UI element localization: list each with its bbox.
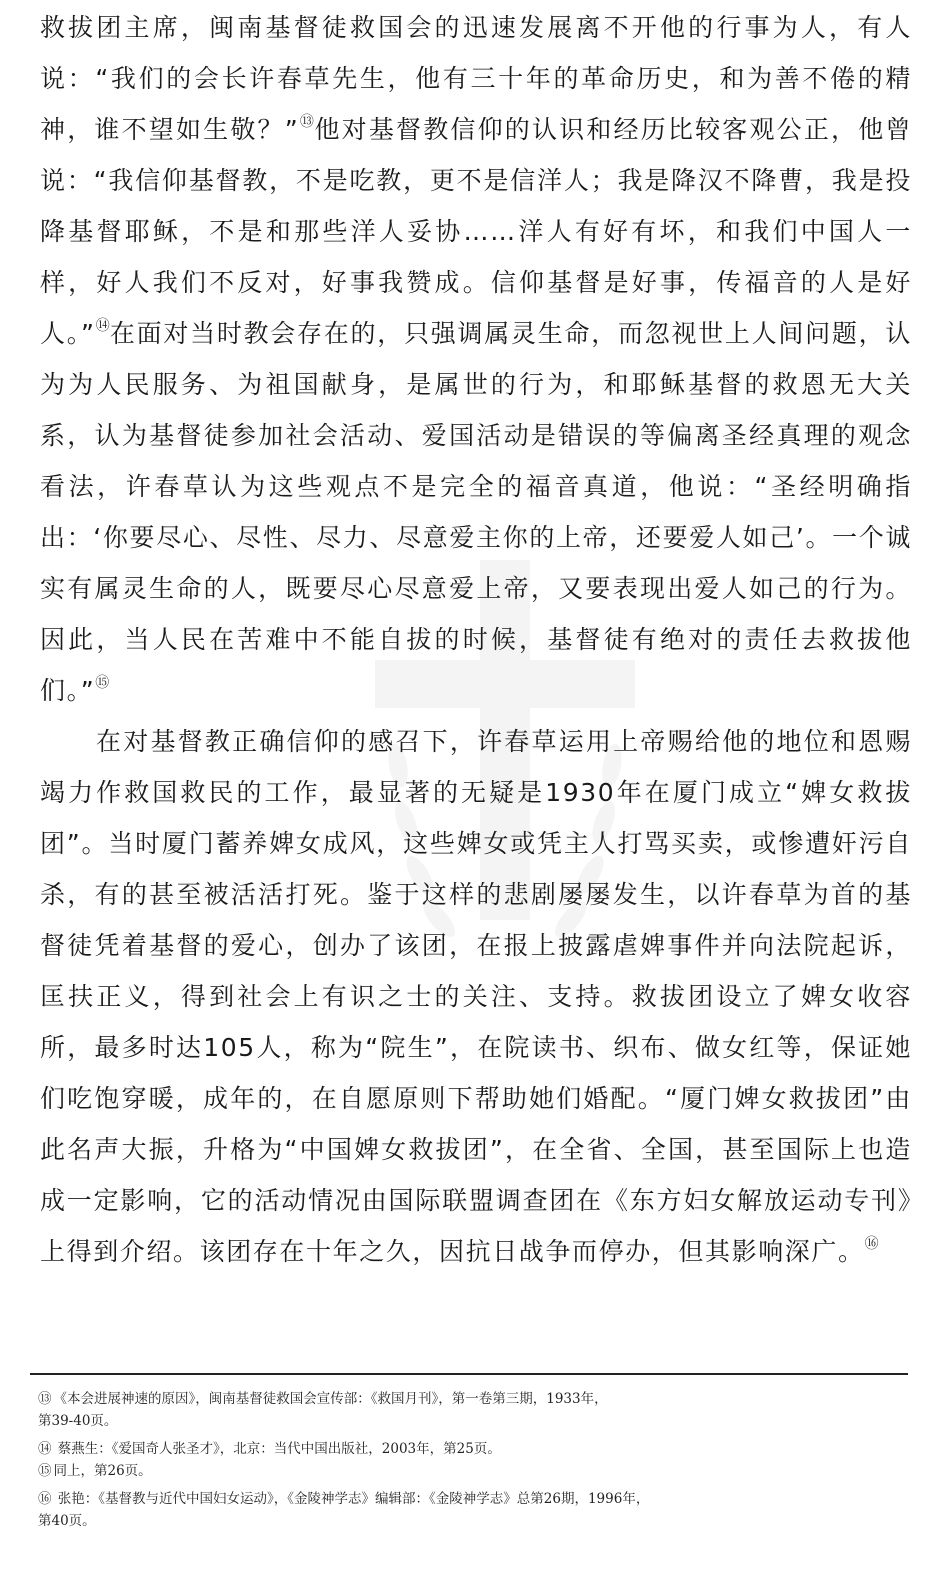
paragraph-2-text: 在对基督教正确信仰的感召下，许春草运用上帝赐给他的地位和恩赐竭力作救国救民的工作，最显著的无疑是1930年在厦门成立“婢女救拔团”。当时厦门蓄养婢女成风，这些婢女或凭主人打骂买卖，或惨遭奸污自杀，有的甚至被活活打死。鉴于这样的悲剧屡屡发生，以许春草为首的基督徒凭着基督的爱心，创办了该团，在报上披露虐婢事件并向法院起诉，匡扶正义，得到社会上有识之士的关注、支持。救拔团设立了婢女收容所，最多时达105人，称为“院生”，在院读书、织布、做女红等，保证她们吃饱穿暖，成年的，在自愿原则下帮助她们婚配。“厦门婢女救拔团”由此名声大振，升格为“中国婢女救拔团”，在全省、全国，甚至国际上也造成一定影响，它的活动情况由国际联盟调查团在《东方妇女解放运动专刊》上得到介绍。该团存在十年之久，因抗日战争而停办，但其影响深广。 [40,727,912,1266]
footnote-line [38,1488,908,1510]
footnote-ref-16: ⑯ [864,1236,879,1252]
footnote-text: 《本会进展神速的原因》，闽南基督徒救国会宣传部：《救国月刊》，第一卷第三期，1933年， [53,1391,608,1407]
footnote-line [38,1388,908,1410]
footnote-line [38,1460,908,1482]
paragraph-1-part-2: 他对基督教信仰的认识和经历比较客观公正，他曾说：“我信仰基督教，不是吃教，更不是信洋人；我是降汉不降曹，我是投降基督耶稣，不是和那些洋人妥协……洋人有好有坏，和我们中国人一样，好人我们不反对，好事我赞成。信仰基督是好事，传福音的人是好人。” [40,115,913,348]
footnote-number: ⑮ [38,1463,52,1479]
footnote-14 [38,1438,908,1460]
footnote-line: 第39-40页。 [38,1413,118,1429]
footnote-ref-14: ⑭ [95,318,110,334]
footnote-line: 第40页。 [38,1513,96,1529]
paragraph-1 [40,2,912,716]
footnote-number: ⑯ [38,1491,52,1507]
footnote-text: 同上，第26页。 [53,1463,152,1479]
footnotes [38,1388,908,1532]
body-text [40,2,912,1277]
footnote-number: ⑬ [38,1391,52,1407]
footnote-13 [38,1388,908,1432]
footnote-16 [38,1488,908,1532]
footnote-15 [38,1460,908,1482]
footnote-ref-15: ⑮ [95,675,110,691]
paragraph-1-part-1: 救拔团主席，闽南基督徒救国会的迅速发展离不开他的行事为人，有人说：“我们的会长许春草先生，他有三十年的革命历史，和为善不倦的精神，谁不望如生敬？” [40,13,912,144]
footnote-ref-13: ⑬ [299,114,315,130]
footnote-line [38,1438,908,1460]
paragraph-2 [40,716,912,1277]
footnote-text: 蔡燕生：《爱国奇人张圣才》，北京：当代中国出版社，2003年，第25页。 [53,1441,501,1457]
footnote-number: ⑭ [38,1441,52,1457]
footnote-text: 张艳：《基督教与近代中国妇女运动》，《金陵神学志》编辑部：《金陵神学志》总第26期，1996年， [53,1491,650,1507]
paragraph-1-part-3: 在面对当时教会存在的，只强调属灵生命，而忽视世上人间问题，认为为人民服务、为祖国献身，是属世的行为，和耶稣基督的救恩无大关系，认为基督徒参加社会活动、爱国活动是错误的等偏离圣经真理的观念看法，许春草认为这些观点不是完全的福音真道，他说：“圣经明确指出：‘你要尽心、尽性、尽力、尽意爱主你的上帝，还要爱人如己’。一个诚实有属灵生命的人，既要尽心尽意爱上帝，又要表现出爱人如己的行为。因此，当人民在苦难中不能自拔的时候，基督徒有绝对的责任去救拔他们。” [40,319,912,705]
footnote-divider [30,1373,908,1375]
